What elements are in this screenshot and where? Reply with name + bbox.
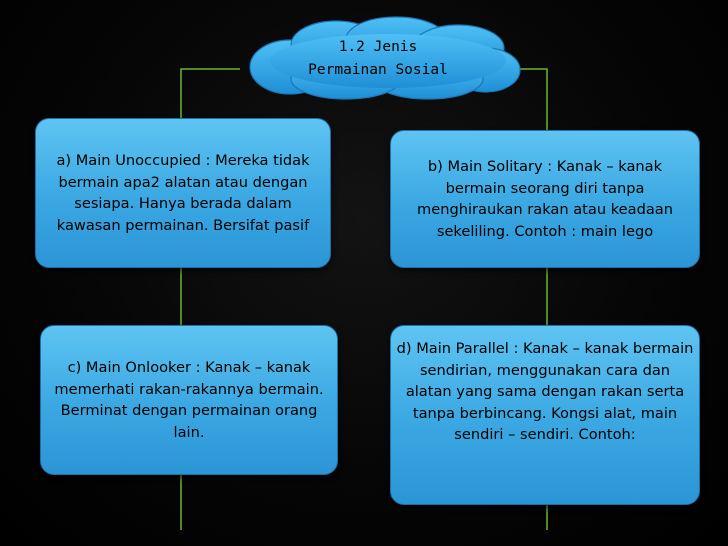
diagram-title	[268, 36, 488, 82]
node-text: a) Main Unoccupied : Mereka tidak bermain apa2 alatan atau dengan sesiapa. Hanya berada dalam kawasan permainan. Bersifat pasif	[56, 152, 310, 234]
title-line-1: 1.2 Jenis	[338, 39, 418, 55]
node-main-parallel	[390, 325, 700, 505]
title-cloud	[228, 15, 528, 103]
title-line-2: Permainan Sosial	[308, 62, 448, 78]
node-main-unoccupied	[35, 118, 331, 268]
node-text: d) Main Parallel : Kanak – kanak bermain sendirian, menggunakan cara dan alatan yang sama dengan rakan serta tanpa berbincang. Kongsi alat, main sendiri – sendiri. Contoh:	[396, 340, 694, 443]
node-main-solitary	[390, 130, 700, 268]
node-text: b) Main Solitary : Kanak – kanak bermain seorang diri tanpa menghiraukan rakan atau keadaan sekeliling. Contoh : main lego	[417, 158, 673, 240]
node-main-onlooker	[40, 325, 338, 475]
node-text: c) Main Onlooker : Kanak – kanak memerhati rakan-rakannya bermain. Berminat dengan permainan orang lain.	[54, 359, 324, 441]
